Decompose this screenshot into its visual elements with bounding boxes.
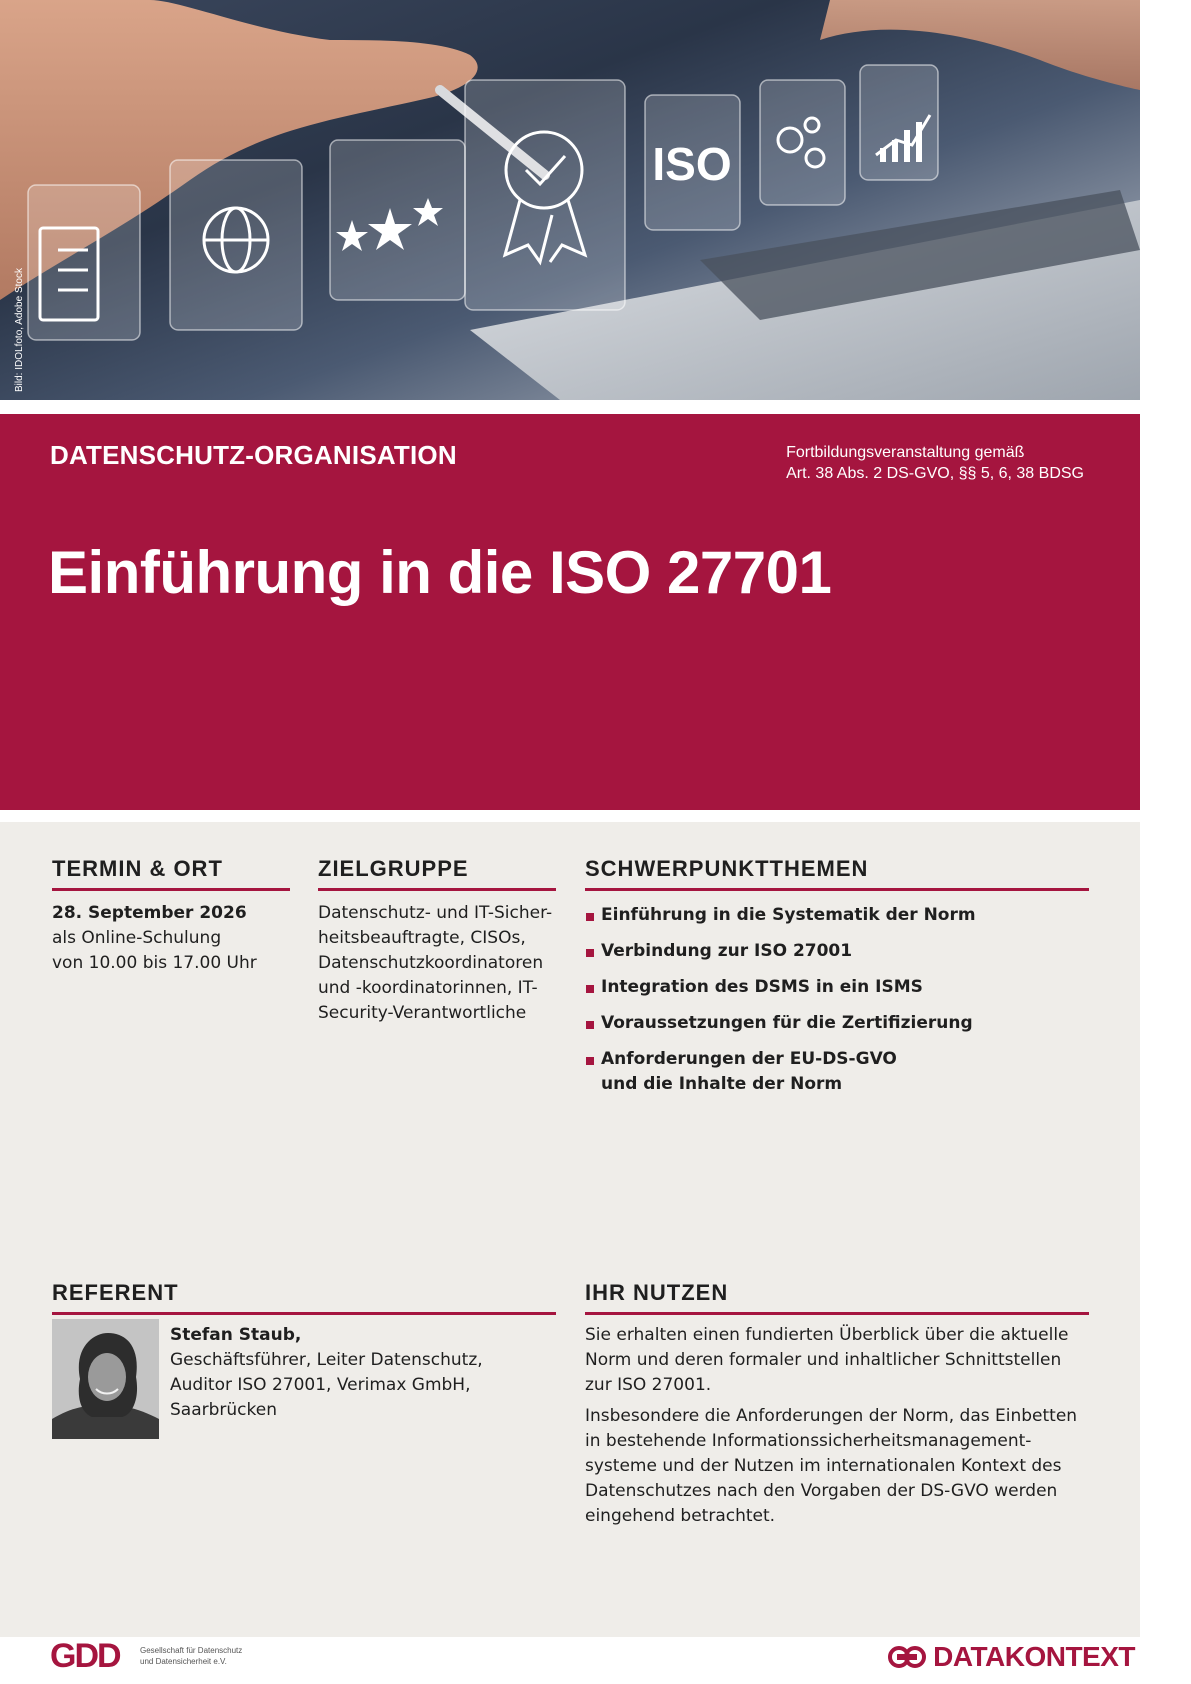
iso-icon-label: ISO — [652, 138, 732, 190]
topic-item: Einführung in die Systematik der Norm — [585, 903, 1089, 928]
page-title: Einführung in die ISO 27701 — [48, 539, 832, 606]
legal-notice — [786, 442, 1084, 484]
nutzen-line: systeme und der Nutzen im internationalen Kontext des — [585, 1456, 1062, 1476]
speaker-detail: Saarbrücken — [170, 1400, 277, 1420]
nutzen-line: Sie erhalten einen fundierten Überblick über die aktuelle — [585, 1325, 1069, 1345]
hero-illustration — [0, 0, 1140, 400]
photo-credit: Bild: IDOLfoto, Adobe Stock — [14, 268, 25, 392]
zielgruppe-section — [318, 856, 556, 1026]
hero-image — [0, 0, 1140, 400]
panel-certificate — [465, 80, 625, 310]
datakontext-logo-text: DATAKONTEXT — [933, 1641, 1135, 1672]
nutzen-line: Datenschutzes nach den Vorgaben der DS-GVO werden — [585, 1481, 1058, 1501]
event-time: von 10.00 bis 17.00 Uhr — [52, 953, 257, 973]
legal-line: Art. 38 Abs. 2 DS-GVO, §§ 5, 6, 38 BDSG — [786, 465, 1084, 482]
avatar — [52, 1319, 159, 1439]
zielgruppe-line: Security-Verantwortliche — [318, 1003, 527, 1023]
nutzen-line: Insbesondere die Anforderungen der Norm, das Einbetten — [585, 1406, 1078, 1426]
schwerpunkte-section — [585, 856, 1089, 1108]
referent-heading: REFERENT — [52, 1280, 556, 1315]
title-band — [0, 414, 1140, 810]
termin-section — [52, 856, 290, 976]
topic-item: Anforderungen der EU-DS-GVO und die Inhalte der Norm — [585, 1047, 1089, 1097]
speaker-photo — [52, 1319, 159, 1439]
schwerpunkte-heading: SCHWERPUNKTTHEMEN — [585, 856, 1089, 891]
gdd-subtitle-line: Gesellschaft für Datenschutz — [140, 1646, 243, 1655]
termin-heading: TERMIN & ORT — [52, 856, 290, 891]
nutzen-line: eingehend betrachtet. — [585, 1506, 776, 1526]
event-format: als Online-Schulung — [52, 928, 222, 948]
nutzen-line: zur ISO 27001. — [585, 1375, 712, 1395]
datakontext-logo-icon — [887, 1642, 927, 1672]
nutzen-paragraph — [585, 1323, 1089, 1398]
datakontext-logo — [887, 1641, 1135, 1673]
zielgruppe-line: Datenschutzkoordinatoren — [318, 953, 544, 973]
gdd-subtitle — [140, 1645, 242, 1667]
topic-item: Verbindung zur ISO 27001 — [585, 939, 1089, 964]
nutzen-paragraph — [585, 1404, 1089, 1529]
nutzen-line: Norm und deren formaler und inhaltlicher Schnittstellen — [585, 1350, 1062, 1370]
speaker-detail: Geschäftsführer, Leiter Datenschutz, — [170, 1350, 483, 1370]
zielgruppe-line: Datenschutz- und IT-Sicher- — [318, 903, 553, 923]
zielgruppe-line: heitsbeauftragte, CISOs, — [318, 928, 526, 948]
legal-line: Fortbildungsveranstaltung gemäß — [786, 444, 1025, 461]
zielgruppe-heading: ZIELGRUPPE — [318, 856, 556, 891]
referent-section — [52, 1280, 556, 1423]
panel-stars — [330, 140, 465, 300]
nutzen-heading: IHR NUTZEN — [585, 1280, 1089, 1315]
zielgruppe-line: und -koordinatorinnen, IT- — [318, 978, 538, 998]
topic-item: Voraussetzungen für die Zertifizierung — [585, 1011, 1089, 1036]
topic-list — [585, 903, 1089, 1097]
panel-checklist — [28, 185, 140, 340]
gdd-subtitle-line: und Datensicherheit e.V. — [140, 1657, 227, 1666]
topic-item: Integration des DSMS in ein ISMS — [585, 975, 1089, 1000]
panel-globe — [170, 160, 302, 330]
nutzen-line: in bestehende Informationssicherheitsmanagement- — [585, 1431, 1032, 1451]
category-label: DATENSCHUTZ-ORGANISATION — [50, 440, 457, 470]
speaker-detail: Auditor ISO 27001, Verimax GmbH, — [170, 1375, 471, 1395]
footer — [0, 1637, 1191, 1684]
event-date: 28. September 2026 — [52, 903, 247, 923]
nutzen-section — [585, 1280, 1089, 1529]
gdd-logo: GDD — [50, 1637, 120, 1675]
content-area — [0, 822, 1140, 1637]
speaker-name: Stefan Staub, — [170, 1325, 302, 1345]
